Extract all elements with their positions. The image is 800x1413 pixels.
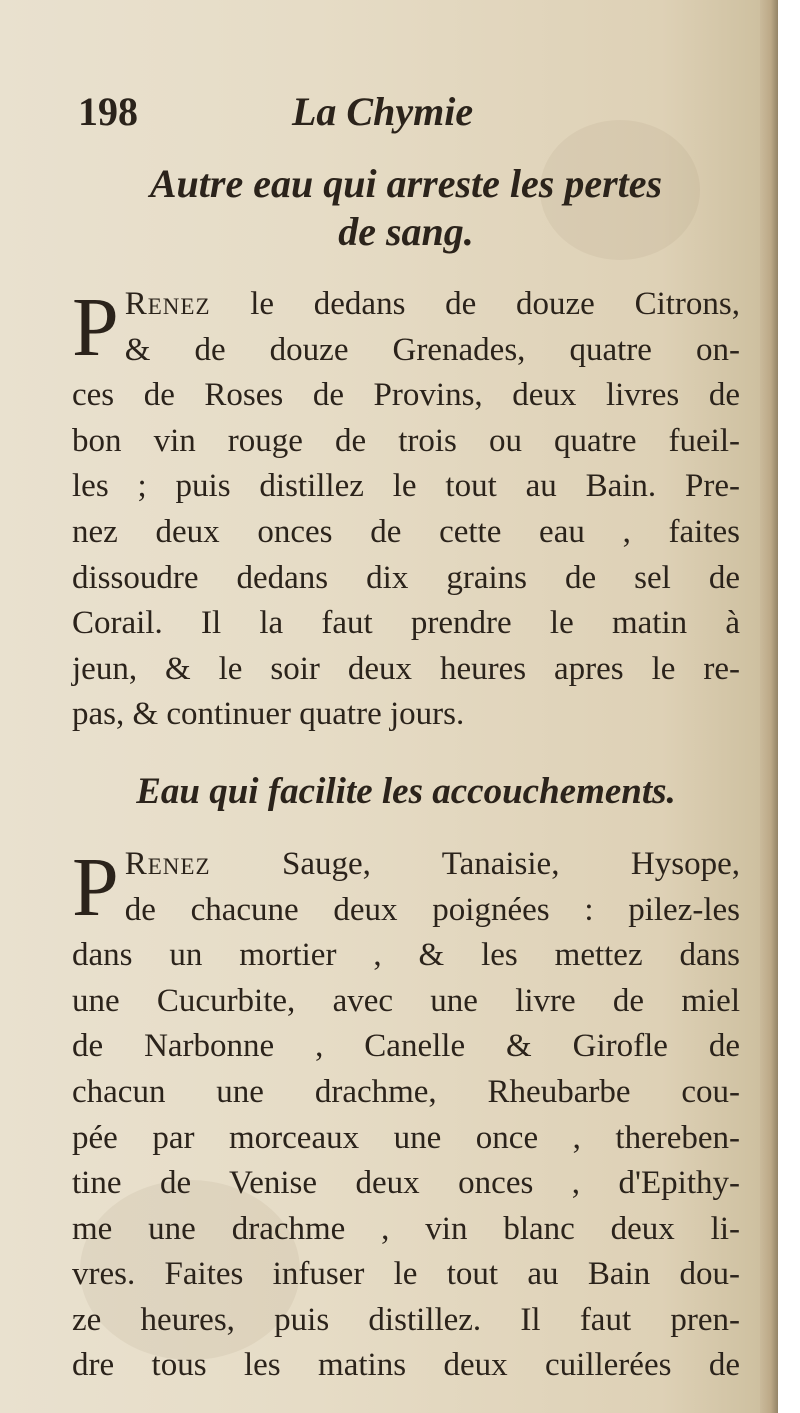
text-line: nez deux onces de cette eau , faites	[72, 513, 740, 550]
text-line: jeun, & le soir deux heures apres le re-	[72, 650, 740, 687]
text-line: de Narbonne , Canelle & Girofle de	[72, 1028, 740, 1065]
drop-cap: P	[72, 281, 119, 374]
text-line: les ; puis distillez le tout au Bain. Pre-	[72, 468, 740, 505]
section-heading: Eau qui facilite les accouchements.	[136, 770, 676, 812]
text-line: dissoudre dedans dix grains de sel de	[72, 559, 740, 596]
text-line: ces de Roses de Provins, deux livres de	[72, 377, 740, 414]
text-line: chacun une drachme, Rheubarbe cou-	[72, 1073, 740, 1110]
page-content	[72, 80, 740, 1389]
text-line: & de douze Grenades, quatre on-	[124, 331, 740, 368]
first-word: Renez	[124, 845, 211, 882]
text-line: ze heures, puis distillez. Il faut pren-	[72, 1301, 740, 1338]
page-edge	[760, 0, 778, 1413]
page-header	[72, 80, 740, 140]
text-line: Renez le dedans de douze Citrons,	[124, 286, 740, 322]
heading-line: Autre eau qui arreste les pertes	[149, 161, 663, 206]
heading-line: de sang.	[338, 209, 474, 254]
text-line: dre tous les matins deux cuillerées de	[72, 1347, 740, 1384]
text-line: bon vin rouge de trois ou quatre fueil-	[72, 422, 740, 459]
text-line: Corail. Il la faut prendre le matin à	[72, 605, 740, 642]
text-line: une Cucurbite, avec une livre de miel	[72, 982, 740, 1019]
recipe-paragraph	[72, 282, 740, 738]
text-line: pée par morceaux une once , thereben-	[72, 1119, 740, 1156]
text-line: vres. Faites infuser le tout au Bain dou-	[72, 1256, 740, 1293]
page-number: 198	[78, 89, 138, 134]
text-line: me une drachme , vin blanc deux li-	[72, 1210, 740, 1247]
text-line: pas, & continuer quatre jours.	[72, 696, 465, 733]
text-line: tine de Venise deux onces , d'Epithy-	[72, 1165, 740, 1202]
text-line: dans un mortier , & les mettez dans	[72, 937, 740, 974]
drop-cap: P	[72, 840, 119, 934]
text-line: Renez Sauge, Tanaisie, Hysope,	[124, 845, 740, 882]
text-line: de chacune deux poignées : pilez-les	[124, 891, 740, 928]
section-heading	[72, 160, 740, 256]
recipe-paragraph	[72, 842, 740, 1389]
running-title: La Chymie	[292, 89, 474, 134]
first-word: Renez	[124, 286, 211, 322]
